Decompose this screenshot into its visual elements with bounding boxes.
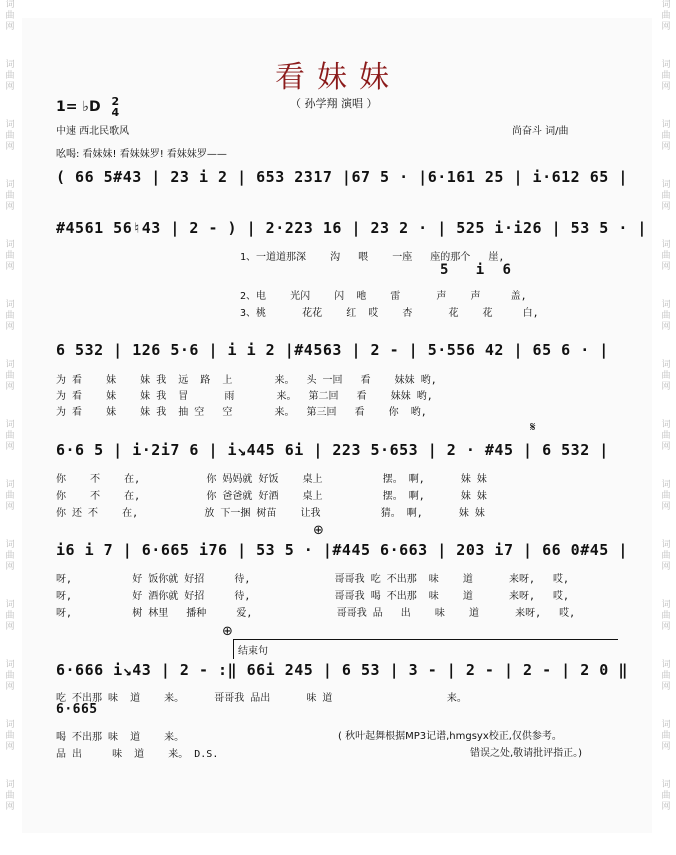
author-credit: 尚奋斗 词/曲 [512,126,569,137]
lyric-line-5a: 呀, 好 饭你就 好招 待, 哥哥我 吃 不出那 味 道 来呀, 哎, [56,574,570,585]
transcription-note-2: 错误之处,敬请批评指正。) [470,748,583,759]
music-line-5: i6 i 7 | 6·665 i76 | 53 5 · |#445 6·663 | 203 i7 | 66 0#45 | [56,541,628,559]
key-signature [56,96,119,118]
song-title: 看妹妹 [275,60,401,95]
lyric-line-5c: 呀, 树 林里 播种 爱, 哥哥我 品 出 味 道 来呀, 哎, [56,608,576,619]
coda-ending-bracket [233,639,618,659]
lyric-line-3a: 为 看 妹 妹 我 远 路 上 来。 头 一回 看 妹妹 哟, [56,375,437,386]
music-line-2: #4561 56♮43 | 2 - ) | 2·223 16 | 23 2 · | 525 i·i26 | 53 5 · | [56,219,647,237]
time-numerator: 2 [111,95,120,108]
lyric-line-6c: 品 出 味 道 来。 D.S. [56,749,219,760]
lyric-line-2a: 1、一道道那深 沟 喂 一座 座的那个 崖, [240,252,505,263]
transcription-note-1: ( 秋叶起舞根据MP3记谱,hmgsyx校正,仅供参考。 [338,731,562,742]
music-line-6: 6·666 i↘43 | 2 - :‖ 66i 245 | 6 53 | 3 - | 2 - | 2 - | 2 0 ‖ [56,661,628,679]
lyric-line-3b: 为 看 妹 妹 我 冒 雨 来。 第二回 看 妹妹 哟, [56,391,433,402]
performer-credit: （ 孙学翔 演唱 ） [290,97,378,110]
segno-sign: 𝄋 [530,420,536,435]
music-line-1: ( 66 5#43 | 23 i 2 | 653 2317 |67 5 · |6·161 25 | i·612 65 | [56,168,628,186]
lyric-line-4a: 你 不 在, 你 妈妈就 好饭 桌上 摆。 啊, 妹 妹 [56,474,487,485]
watermark-right: 词 曲 网 词 曲 网 词 曲 网 词 曲 网 词 曲 网 词 曲 网 词 曲 网 词 曲 网 词 曲 网 词 曲 网 词 曲 网 词 曲 网 词 曲 网 词 曲 网 [661,0,671,812]
coda-label: 结束句 [238,646,268,657]
lyric-line-6b: 喝 不出那 味 道 来。 [56,732,185,743]
score-sheet [22,18,652,833]
coda-sign-2: ⊕ [222,624,233,639]
music-line-3: 6 532 | 126 5·6 | i i 2 |#4563 | 2 - | 5·556 42 | 65 6 · | [56,341,609,359]
watermark-left: 词 曲 网 词 曲 网 词 曲 网 词 曲 网 词 曲 网 词 曲 网 词 曲 网 词 曲 网 词 曲 网 词 曲 网 词 曲 网 词 曲 网 词 曲 网 词 曲 网 [5,0,15,812]
intro-shout: 吆喝: 看妹妹! 看妹妹罗! 看妹妹罗—— [56,149,227,160]
lyric-line-4b: 你 不 在, 你 爸爸就 好酒 桌上 摆。 啊, 妹 妹 [56,491,487,502]
coda-sign-1: ⊕ [313,523,324,538]
lyric-line-4c: 你 还 不 在, 放 下一捆 树苗 让我 猜。 啊, 妹 妹 [56,508,485,519]
music-line-6-alt: 6·665 [56,702,98,717]
lyric-line-3c: 为 看 妹 妹 我 抽 空 空 来。 第三回 看 你 哟, [56,407,427,418]
music-line-2-alt: 5 i 6 [440,262,512,278]
lyric-line-6a: 吃 不出那 味 道 来。 哥哥我 品出 味 道 来。 [56,693,467,704]
lyric-line-2b: 2、电 光闪 闪 吔 雷 声 声 盖, [240,291,527,302]
music-line-4: 6·6 5 | i·2i7 6 | i↘445 6i | 223 5·653 | 2 · #45 | 6 532 | [56,441,609,459]
key-label: 1= ♭D [56,99,101,115]
tempo-marking: 中速 西北民歌风 [56,126,130,137]
lyric-line-2c: 3、桃 花花 红 哎 杏 花 花 白, [240,308,539,319]
time-denominator: 4 [111,106,120,119]
lyric-line-5b: 呀, 好 酒你就 好招 待, 哥哥我 喝 不出那 味 道 来呀, 哎, [56,591,570,602]
time-signature [111,96,119,118]
